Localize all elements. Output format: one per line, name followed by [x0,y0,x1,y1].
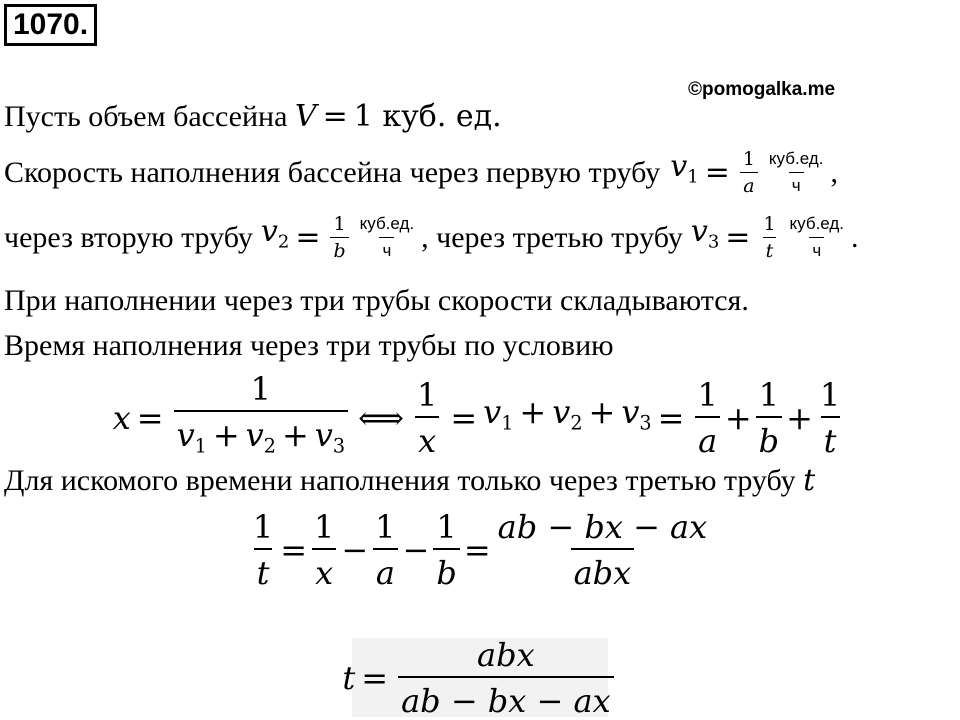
answer-fraction: $\frac{\text{abx}}{ab - bx - ax}$ [398,636,614,720]
equals-sign: = [295,219,321,255]
third-pipe-text: Для искомого времени наполнения только через третью трубу [4,464,796,497]
eq-fraction-a: $\frac{1}{a}$ [694,376,720,460]
eq2-fraction-x: $\frac{1}{x}$ [314,508,335,592]
equivalence-sign: ⟺ [358,398,404,437]
problem-number: 1070. [4,4,97,46]
equation-sum-rates: x = $\frac{1}{v_1 + v_2 + v_3}$ ⟺ $\frac{1}{x}$ = $v_1 + v_2 + v_3$ = $\frac{1}{a}$ + $\frac{1}{b}$ + $\frac{1}{t}$ [0,370,960,466]
eq2-fraction-result: $\frac{ab - bx - ax}{\text{abx}}$ [497,508,708,592]
equation-third-pipe: $\frac{1}{t}$ = $\frac{1}{x}$ − $\frac{1}{a}$ − $\frac{1}{b}$ = $\frac{ab - bx - ax}{\text{abx}}$ [0,508,960,592]
answer-t: t [342,658,356,697]
comma: , [830,155,838,189]
eq2-fraction-t: $\frac{1}{t}$ [252,508,274,592]
eq-fraction-total: $\frac{1}{v_1 + v_2 + v_3}$ [174,370,349,466]
line-third-pipe [4,463,815,499]
rate-fraction: $\frac{1}{a}$ [740,148,758,197]
speed-third-text: , через третью трубу [421,220,683,254]
eq-fraction-t: $\frac{1}{t}$ [819,375,841,460]
unit-fraction-3: $\frac{\text{куб.ед.}}{ч}$ [789,214,845,260]
equation-answer [342,635,611,720]
line-time-condition: Время наполнения через три трубы по условию [4,329,614,362]
speed-first-text: Скорость наполнения бассейна через первую трубу [4,155,661,189]
eq-equals: = [136,398,164,437]
equals-sign: = [704,154,730,190]
rate-fraction-3: $\frac{1}{t}$ [763,213,776,262]
eq-fraction-inv-x: $\frac{1}{x}$ [416,375,438,460]
answer-equals: = [361,658,389,697]
speed-var-3: $v_3$ [690,214,720,253]
speed-var-2: $v_2$ [260,214,290,253]
line-volume [4,99,502,135]
rate-fraction-2: $\frac{1}{b}$ [330,213,348,262]
volume-var: V [294,99,317,134]
line-speed-first [4,148,838,197]
line-speeds-add: При наполнении через три трубы скорости складываются. [4,284,749,317]
time-var: t [803,463,816,498]
equals-sign: = [322,99,348,134]
speed-second-text: через вторую трубу [4,220,253,254]
eq-x: x [112,398,131,437]
equals-sign: = [725,219,751,255]
eq2-fraction-a: $\frac{1}{a}$ [372,508,398,592]
volume-text: Пусть объем бассейна [4,100,288,133]
speed-var: $v_1$ [670,149,699,188]
unit-fraction-2: $\frac{\text{куб.ед.}}{ч}$ [359,214,415,260]
eq-fraction-b: $\frac{1}{b}$ [756,376,782,460]
eq2-fraction-b: $\frac{1}{b}$ [433,508,459,592]
eq-speed-sum: $v_1 + v_2 + v_3$ [483,393,652,435]
period: . [851,220,859,254]
watermark: ©pomogalka.me [688,79,836,100]
line-speed-second-third [4,213,859,262]
unit-fraction: $\frac{\text{куб.ед.}}{ч}$ [768,149,824,195]
volume-value: 1 куб. ед. [353,99,502,134]
